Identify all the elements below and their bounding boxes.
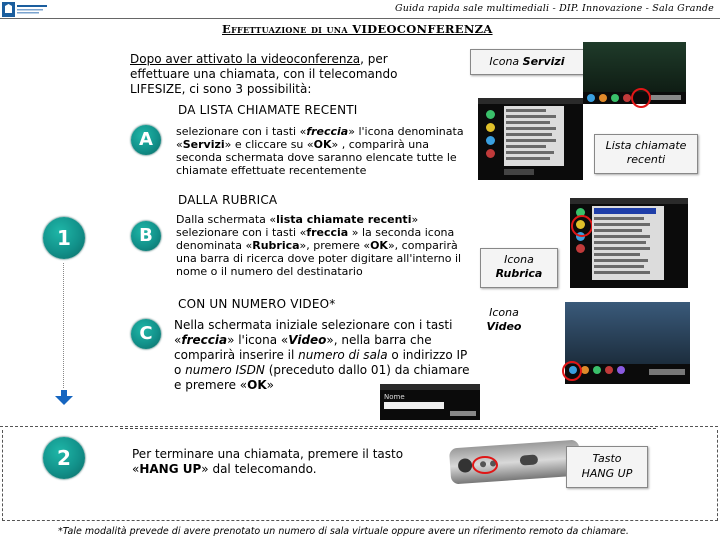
option-a-text: selezionare con i tasti «freccia» l'icona denominata «Servizi» e cliccare su «OK» , comparirà una seconda schermata dove saranno elencate tutte le chiamate effettuate recentemente (176, 125, 464, 177)
search-label: Nome (384, 393, 405, 401)
rubrica-highlight-ring (571, 215, 593, 237)
callout-servizi: Icona Servizi (470, 49, 584, 75)
option-c-text: Nella schermata iniziale selezionare con i tasti «freccia» l'icona «Video», nella barra che comparirà inserire il numero di sala o indirizzo IP o numero ISDN (preceduto dallo 01) da chiamare e premere «OK» (174, 318, 470, 392)
video-highlight-ring (562, 361, 582, 381)
heading-video-number: CON UN NUMERO VIDEO* (178, 297, 336, 311)
option-b-text: Dalla schermata «lista chiamate recenti» selezionare con i tasti «freccia » la seconda icona denominata «Rubrica», premere «OK», comparirà una barra di ricerca dove poter digitare all'interno il nome o il numero del destinatario (176, 213, 462, 278)
intro-text (130, 52, 430, 97)
option-a-badge: A (131, 125, 161, 155)
heading-recent-calls: DA LISTA CHIAMATE RECENTI (178, 103, 358, 117)
callout-phonebook: Icona Rubrica (480, 248, 558, 288)
connector-line (63, 263, 64, 388)
screen-video (565, 302, 690, 384)
step-1-badge: 1 (43, 217, 85, 259)
intro-underlined: Dopo aver attivato la videoconferenza (130, 52, 361, 66)
screen-home (583, 42, 686, 104)
hangup-text: Per terminare una chiamata, premere il tasto «HANG UP» dal telecomando. (132, 447, 404, 476)
heading-phonebook: DALLA RUBRICA (178, 193, 278, 207)
screen-recent-calls (478, 98, 583, 180)
callout-video: Icona Video (486, 306, 522, 333)
screen-search (380, 384, 480, 420)
hangup-separator (120, 428, 656, 429)
callout-hangup: Tasto HANG UP (566, 446, 648, 488)
page-title: Effettuazione di una VIDEOCONFERENZA (222, 22, 493, 36)
step-2-badge: 2 (43, 437, 85, 479)
university-logo-icon (2, 2, 48, 18)
header-divider (0, 18, 720, 19)
option-c-badge: C (131, 319, 161, 349)
servizi-highlight-ring (631, 88, 651, 108)
screen-phonebook (570, 198, 688, 288)
intro-rest: , per effettuare una chiamata, con il telecomando LIFESIZE, ci sono 3 possibilità: (130, 52, 398, 96)
callout-recent-calls: Lista chiamate recenti (594, 134, 698, 174)
bottom-frame (2, 430, 718, 521)
arrow-down-icon (55, 396, 73, 405)
option-b-badge: B (131, 221, 161, 251)
footnote: *Tale modalità prevede di avere prenotato un numero di sala virtuale oppure avere un riferimento remoto da chiamare. (58, 526, 629, 537)
document-header: Guida rapida sale multimediali - DIP. Innovazione - Sala Grande (394, 3, 714, 14)
